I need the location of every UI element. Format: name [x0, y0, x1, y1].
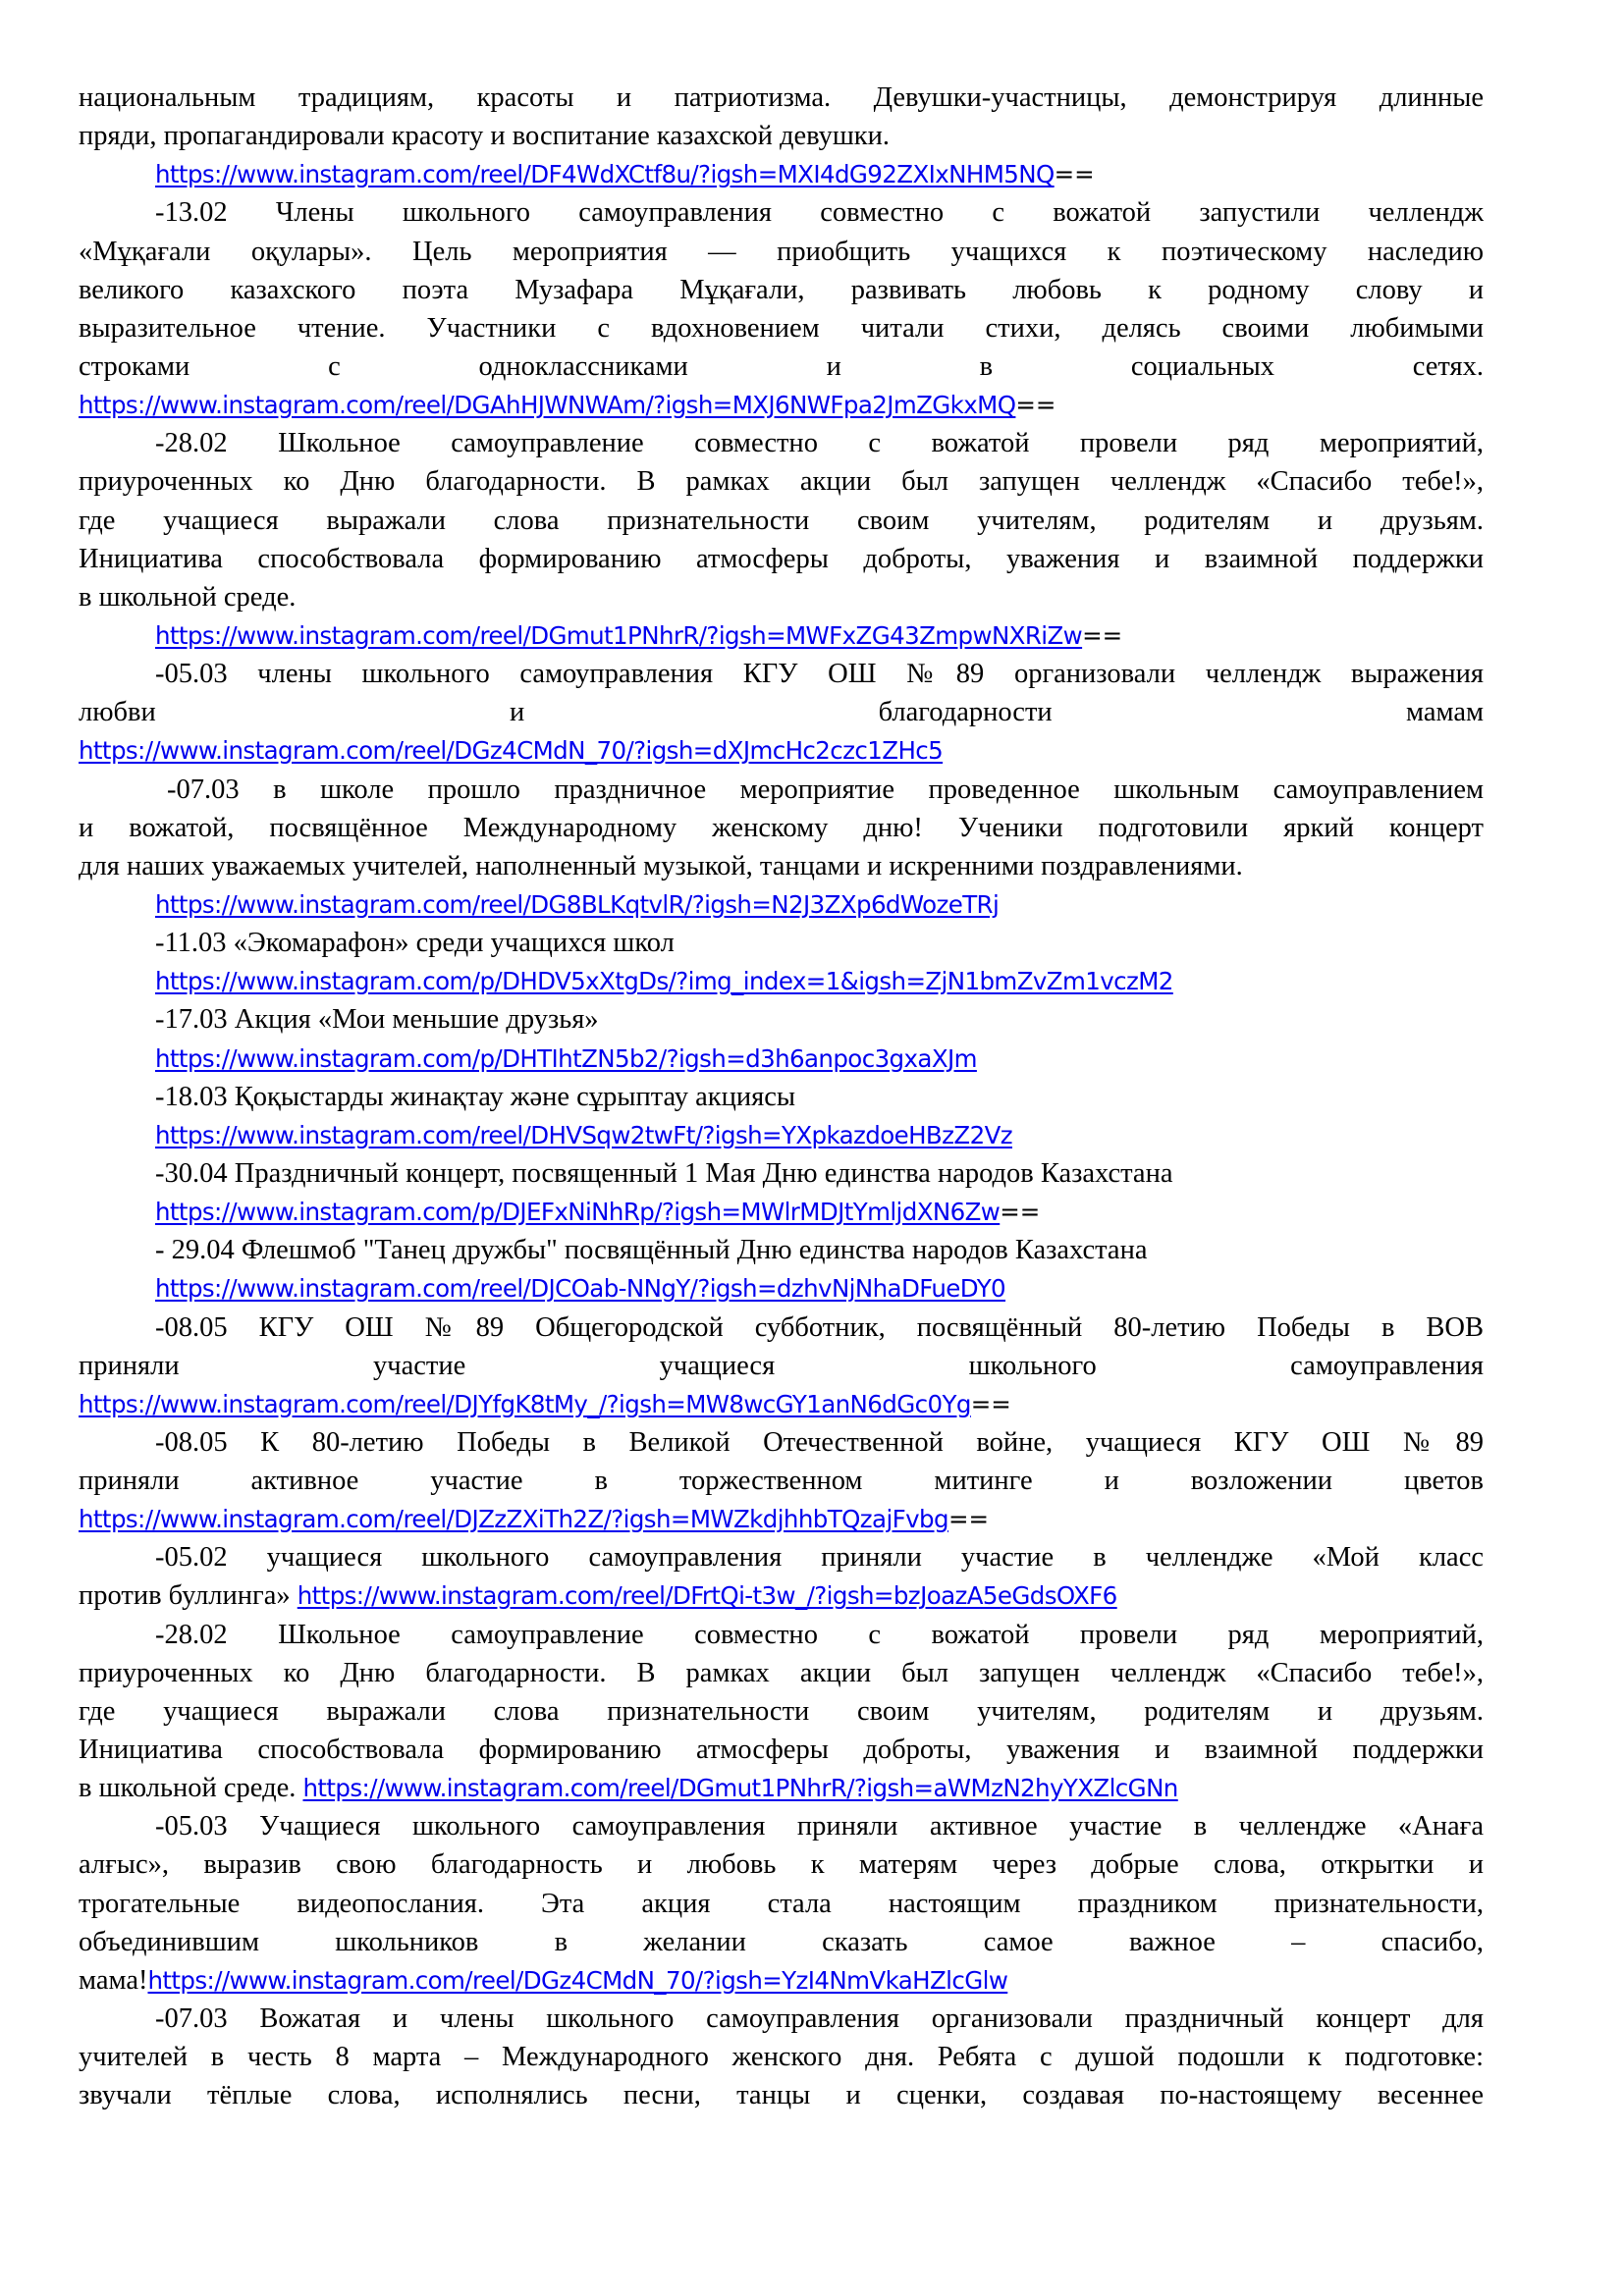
text-line: звучали тёплые слова, исполнялись песни, танцы и сценки, создавая по-настоящему весеннее	[79, 2080, 1484, 2111]
text-line: национальным традициям, красоты и патриотизма. Девушки-участницы, демонстрируя длинные	[79, 82, 1484, 113]
text-line: -13.02 Члены школьного самоуправления совместно с вожатой запустили челлендж	[155, 197, 1484, 229]
text-line: алғыс», выразив свою благодарность и любовь к матерям через добрые слова, открытки и	[79, 1849, 1484, 1881]
text-line: любви и благодарности мамам	[79, 697, 1484, 728]
instagram-link[interactable]: https://www.instagram.com/reel/DG8BLKqtvlR/?igsh=N2J3ZXp6dWozeTRj	[155, 889, 1000, 919]
instagram-link[interactable]: https://www.instagram.com/reel/DGAhHJWNWAm/?igsh=MXJ6NWFpa2JmZGkxMQ	[79, 391, 1016, 420]
text-line: пряди, пропагандировали красоту и воспитание казахской девушки.	[79, 121, 891, 152]
text-line: «Мұқағали оқулары». Цель мероприятия — приобщить учащихся к поэтическому наследию	[79, 236, 1484, 267]
text-line: Инициатива способствовала формированию атмосферы доброты, уважения и взаимной поддержки	[79, 543, 1484, 574]
text-line: объединившим школьников в желании сказать самое важное – спасибо,	[79, 1926, 1484, 1957]
link-line	[79, 1385, 1484, 1423]
link-line	[79, 616, 1484, 655]
text-line: -05.02 учащиеся школьного самоуправления приняли участие в челлендже «Мой класс	[155, 1542, 1484, 1574]
link-suffix: ==	[970, 1389, 1011, 1418]
mixed-line	[79, 1576, 1484, 1615]
link-suffix: ==	[1054, 160, 1095, 189]
instagram-link[interactable]: https://www.instagram.com/reel/DJZzZXiTh2Z/?igsh=MWZkdjhhbTQzajFvbg	[79, 1505, 948, 1534]
link-suffix: ==	[947, 1505, 990, 1534]
link-line	[79, 1500, 1484, 1538]
link-line	[79, 885, 1484, 924]
text-line: -08.05 К 80-летию Победы в Великой Отечественной войне, учащиеся КГУ ОШ №89	[155, 1426, 1484, 1458]
text-line: где учащиеся выражали слова признательности своим учителям, родителям и друзьям.	[79, 1695, 1484, 1727]
link-line	[79, 962, 1484, 1000]
instagram-link[interactable]: https://www.instagram.com/reel/DJYfgK8tMy_/?igsh=MW8wcGY1anN6dGc0Yg	[79, 1389, 971, 1418]
text-line: приняли участие учащиеся школьного самоуправления	[79, 1350, 1484, 1381]
text-line: где учащиеся выражали слова признательности своим учителям, родителям и друзьям.	[79, 505, 1484, 536]
mixed-line	[79, 1769, 1484, 1807]
text-line: трогательные видеопослания. Эта акция стала настоящим праздником признательности,	[79, 1888, 1484, 1919]
link-line	[79, 1040, 1484, 1078]
text-line: -17.03 Акция «Мои меньшие друзья»	[155, 1004, 599, 1036]
link-line	[79, 155, 1484, 193]
instagram-link[interactable]: https://www.instagram.com/p/DJEFxNiNhRp/?igsh=MWlrMDJtYmljdXN6Zw	[155, 1198, 1001, 1227]
text-line: -28.02 Школьное самоуправление совместно с вожатой провели ряд мероприятий,	[155, 428, 1484, 459]
text-line: строками с одноклассниками и в социальных сетях.	[79, 350, 1484, 382]
link-suffix: ==	[1015, 391, 1056, 420]
instagram-link[interactable]: https://www.instagram.com/reel/DGmut1PNhrR/?igsh=MWFxZG43ZmpwNXRiZw	[155, 620, 1083, 650]
text-line: приуроченных ко Дню благодарности. В рамках акции был запущен челлендж «Спасибо тебе!»,	[79, 466, 1484, 498]
instagram-link[interactable]: https://www.instagram.com/reel/DHVSqw2twFt/?igsh=YXpkazdoeHBzZ2Vz	[155, 1120, 1012, 1149]
link-line	[79, 1193, 1484, 1231]
text-line: и вожатой, посвящённое Международному женскому дню! Ученики подготовили яркий концерт	[79, 812, 1484, 843]
text-line: -30.04 Праздничный концерт, посвященный 1 Мая Дню единства народов Казахстана	[155, 1157, 1173, 1189]
instagram-link[interactable]: https://www.instagram.com/reel/DGmut1PNhrR/?igsh=aWMzN2hyYXZlcGNn	[302, 1774, 1178, 1803]
text-line: -11.03 «Экомарафон» среди учащихся школ	[155, 928, 675, 959]
text-line: Инициатива способствовала формированию атмосферы доброты, уважения и взаимной поддержки	[79, 1735, 1484, 1766]
text-fragment: в школьной среде.	[79, 1773, 297, 1804]
text-line: в школьной среде.	[79, 581, 297, 613]
instagram-link[interactable]: https://www.instagram.com/p/DHDV5xXtgDs/?img_index=1&igsh=ZjN1bmZvZm1vczM2	[155, 967, 1173, 996]
text-line: приуроченных ко Дню благодарности. В рамках акции был запущен челлендж «Спасибо тебе!»,	[79, 1657, 1484, 1688]
link-suffix: ==	[1000, 1198, 1041, 1227]
instagram-link[interactable]: https://www.instagram.com/reel/DF4WdXCtf8u/?igsh=MXI4dG92ZXIxNHM5NQ	[155, 160, 1055, 189]
instagram-link[interactable]: https://www.instagram.com/reel/DGz4CMdN_70/?igsh=YzI4NmVkaHZlcGlw	[147, 1965, 1008, 1995]
link-line	[79, 386, 1484, 424]
mixed-line	[79, 1961, 1484, 2000]
text-line: -28.02 Школьное самоуправление совместно с вожатой провели ряд мероприятий,	[155, 1619, 1484, 1650]
link-line	[79, 1269, 1484, 1308]
link-line	[79, 731, 1484, 770]
text-line: -08.05 КГУ ОШ №89 Общегородской субботник, посвящённый 80-летию Победы в ВОВ	[155, 1311, 1484, 1343]
instagram-link[interactable]: https://www.instagram.com/reel/DGz4CMdN_70/?igsh=dXJmcHc2czc1ZHc5	[79, 736, 944, 766]
text-line: -07.03 в школе прошло праздничное мероприятие проведенное школьным самоуправлением	[167, 774, 1484, 805]
text-fragment: мама!	[79, 1964, 148, 1996]
text-line: -07.03 Вожатая и члены школьного самоуправления организовали праздничный концерт для	[155, 2003, 1484, 2035]
link-line	[79, 1116, 1484, 1154]
text-line: для наших уважаемых учителей, наполненный музыкой, танцами и искренними поздравлениями.	[79, 850, 1243, 881]
text-line: -18.03 Қоқыстарды жинақтау және сұрыптау акциясы	[155, 1081, 796, 1112]
instagram-link[interactable]: https://www.instagram.com/reel/DFrtQi-t3w_/?igsh=bzJoazA5eGdsOXF6	[297, 1581, 1117, 1611]
document-page	[79, 79, 1484, 2114]
text-line: приняли активное участие в торжественном митинге и возложении цветов	[79, 1466, 1484, 1497]
text-line: - 29.04 Флешмоб "Танец дружбы" посвящённый Дню единства народов Казахстана	[155, 1235, 1148, 1266]
text-line: великого казахского поэта Музафара Мұқағали, развивать любовь к родному слову и	[79, 274, 1484, 305]
text-line: выразительное чтение. Участники с вдохновением читали стихи, делясь своими любимыми	[79, 312, 1484, 344]
text-line: -05.03 члены школьного самоуправления КГУ ОШ №89 организовали челлендж выражения	[155, 659, 1484, 690]
instagram-link[interactable]: https://www.instagram.com/p/DHTIhtZN5b2/?igsh=d3h6anpoc3gxaXJm	[155, 1043, 977, 1073]
text-fragment: против буллинга»	[79, 1580, 291, 1612]
instagram-link[interactable]: https://www.instagram.com/reel/DJCOab-NNgY/?igsh=dzhvNjNhaDFueDY0	[155, 1274, 1006, 1304]
link-suffix: ==	[1082, 620, 1123, 650]
text-line: -05.03 Учащиеся школьного самоуправления приняли активное участие в челлендже «Анаға	[155, 1811, 1484, 1842]
text-line: учителей в честь 8 марта – Международного женского дня. Ребята с душой подошли к подготовке:	[79, 2042, 1484, 2073]
